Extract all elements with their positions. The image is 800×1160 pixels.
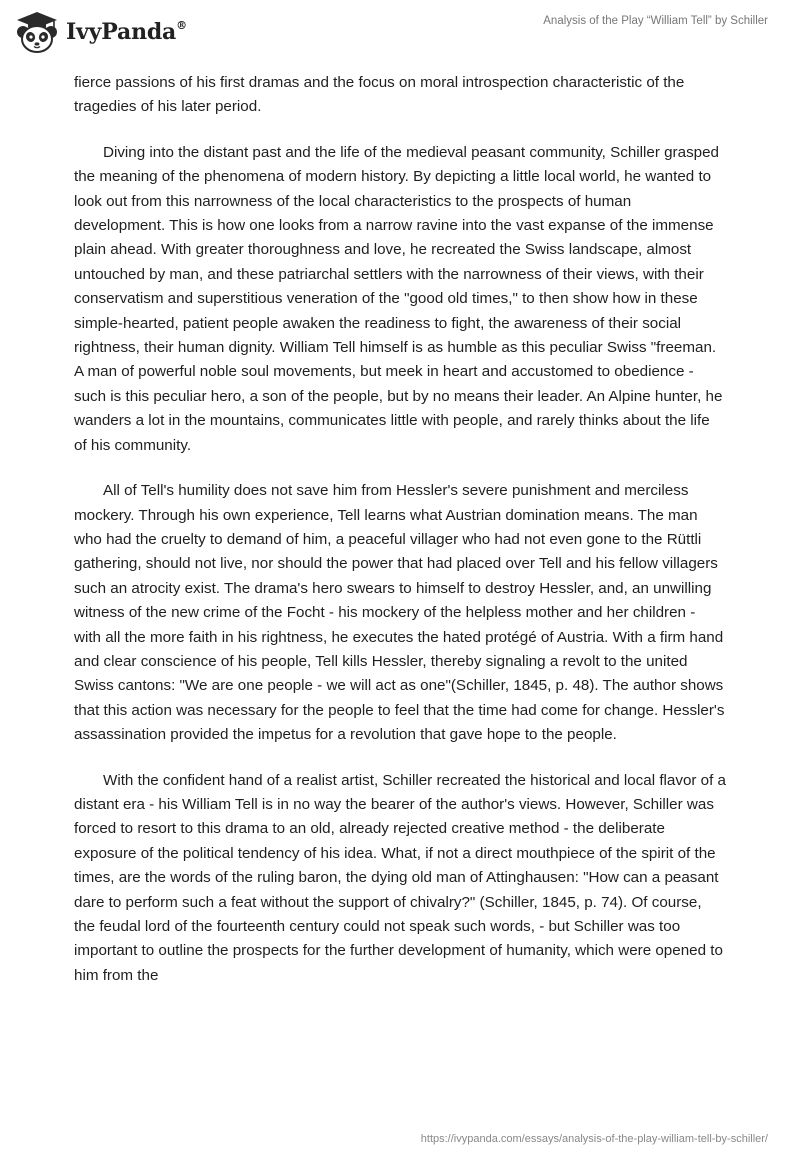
paragraph: Diving into the distant past and the life of the medieval peasant community, Schiller grasped the meaning of the phenomena of modern history. By depicting a little local world, he wanted to look out from this narrowness of the local characteristics to the prospects of human development. This is how one looks from a narrow ravine into the vast expanse of the immense plain ahead. With greater thoroughness and love, he recreated the Swiss landscape, almost untouched by man, and these patriarchal settlers with the narrowness of their views, with their conservatism and superstitious veneration of the "good old times," to then show how in these simple-hearted, patient people awaken the readiness to fight, the awareness of their social rightness, their human dignity. William Tell himself is as humble as this peculiar Swiss "freeman. A man of powerful noble soul movements, but meek in heart and accustomed to obedience - such is this peculiar hero, a son of the people, but by no means their leader. An Alpine hunter, he wanders a lot in the mountains, communicates little with people, and rarely thinks about the life of his community. — [74, 143, 723, 454]
paragraph: With the confident hand of a realist artist, Schiller recreated the historical and local flavor of a distant era - his William Tell is in no way the bearer of the author's views. However, Schiller was forced to resort to this drama to an old, already rejected creative method - the deliberate exposure of the political tendency of his idea. What, if not a direct mouthpiece of the spirit of the times, are the words of the ruling baron, the dying old man of Attinghausen: "How can a peasant dare to perform such a feat without the support of chivalry?" (Schiller, 1845, p. 74). Of course, the feudal lord of the fourteenth century could not speak such words, - but Schiller was too important to outline the prospects for the further development of humanity, which were opened to him from the — [74, 771, 727, 984]
brand-name: IvyPanda® — [66, 18, 187, 45]
paragraph: fierce passions of his first dramas and the focus on moral introspection characteristic of the tragedies of his later period. — [74, 74, 685, 116]
brand-logo[interactable] — [14, 10, 187, 54]
page-header — [0, 0, 800, 70]
registered-mark: ® — [176, 18, 187, 32]
document-title: Analysis of the Play “William Tell” by Schiller — [543, 15, 768, 27]
panda-graduate-icon — [14, 10, 60, 54]
paragraph: All of Tell's humility does not save him from Hessler's severe punishment and merciless mockery. Through his own experience, Tell learns what Austrian domination means. The man who had the cruelty to demand of him, a peaceful villager who had not even gone to the Rüttli gathering, should not live, nor should the power that had placed over Tell and his fellow villagers such an atrocity exist. The drama's hero swears to himself to destroy Hessler, and, an unwilling witness of the new crime of the Focht - his mockery of the helpless mother and her children - with all the more faith in his rightness, he executes the hated protégé of Austria. With a firm hand and clear conscience of his people, Tell kills Hessler, thereby signaling a revolt to the united Swiss cantons: "We are one people - we will act as one"(Schiller, 1845, p. 48). The author shows that this action was necessary for the people to feel that the time had come for change. Hessler's assassination provided the impetus for a revolution that gave hope to the people. — [74, 482, 725, 744]
essay-body — [74, 71, 726, 1009]
source-url-link[interactable]: https://ivypanda.com/essays/analysis-of-the-play-william-tell-by-schiller/ — [420, 1133, 768, 1145]
